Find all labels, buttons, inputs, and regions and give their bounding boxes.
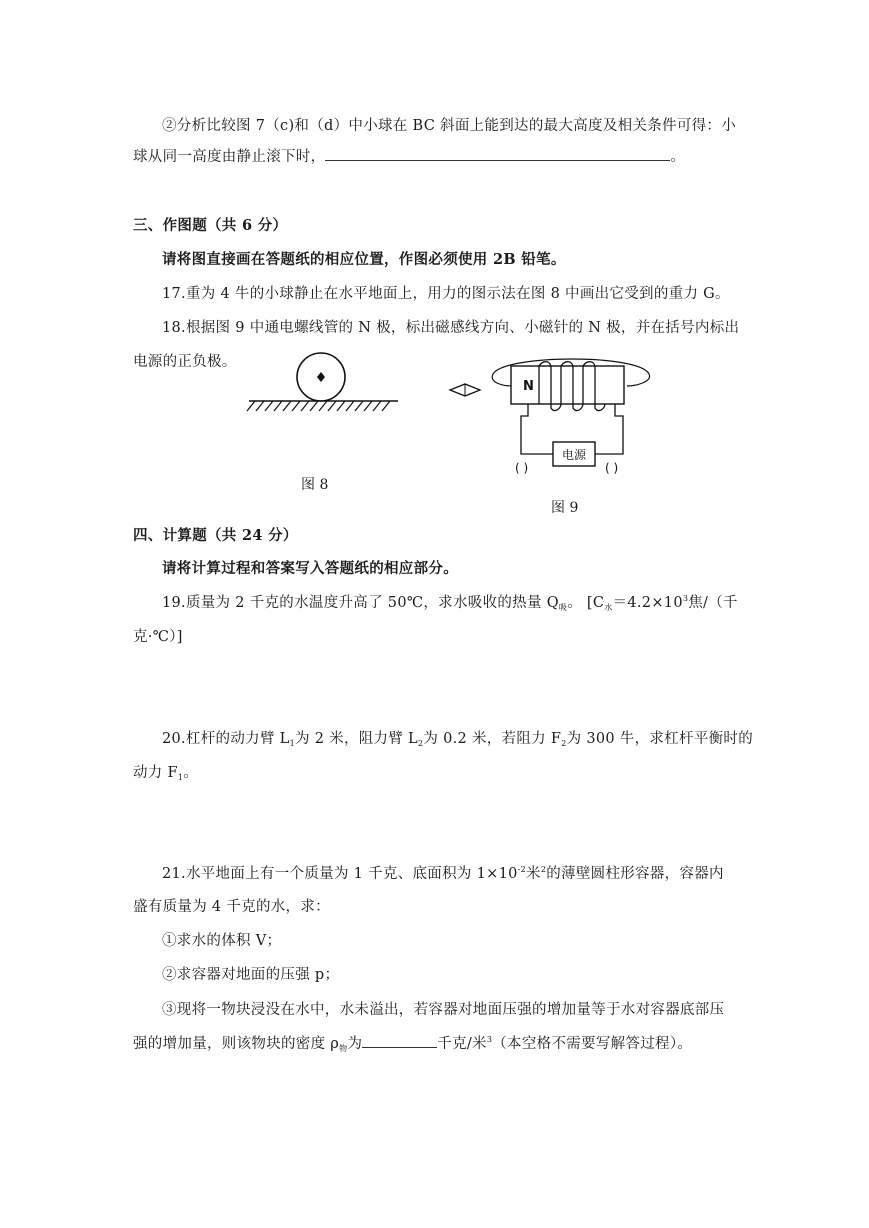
hatch-mark (274, 401, 282, 411)
q21-sup-1: -2 (517, 865, 527, 874)
q20-sub-4: 1 (177, 773, 184, 782)
q21-item4 (133, 1032, 692, 1054)
q17-text: 17.重为 4 牛的小球静止在水平地面上，用力的图示法在图 8 中画出它受到的重力 G。 (162, 286, 730, 302)
hatch-mark (292, 401, 300, 411)
hatch-mark (364, 401, 372, 411)
hatch-mark (346, 401, 354, 411)
ground-hatching (247, 401, 390, 411)
q16-2-line1: ②分析比较图 7（c)和（d）中小球在 BC 斜面上能到达的最大高度及相关条件可得：小 (162, 118, 737, 134)
section4-title: 四、计算题（共 24 分） (133, 527, 298, 544)
q20-line2 (133, 761, 198, 782)
hatch-mark (301, 401, 309, 411)
q20-sub-3: 2 (561, 739, 567, 748)
q19-text-b: 。 [C (567, 595, 605, 611)
q20-text-3: 为 0.2 米，若阻力 F (423, 731, 562, 747)
hatch-mark (328, 401, 336, 411)
q21-unit: 千克/米 (437, 1036, 487, 1052)
figure9-diagram (445, 352, 665, 477)
ball-center-dot (317, 372, 325, 382)
power-source-label: 电源 (561, 448, 587, 462)
hatch-mark (355, 401, 363, 411)
q20-text-4: 为 300 牛，求杠杆平衡时的 (566, 731, 754, 747)
q19-text-c: ＝4.2×10 (612, 595, 683, 611)
q20-text-2: 为 2 米，阻力臂 L (295, 731, 418, 747)
q20-text-1: 20.杠杆的动力臂 L (162, 731, 290, 747)
hatch-mark (337, 401, 345, 411)
q21-text-6: （本空格不需要写解答过程）。 (492, 1036, 693, 1052)
q21-text-4: 强的增加量，则该物块的密度 ρ (133, 1036, 340, 1052)
answer-blank[interactable] (325, 146, 670, 161)
q20-text-6: 。 (183, 765, 199, 781)
q20-text-5: 动力 F (133, 765, 178, 781)
left-pole-bracket[interactable]: ( ) (515, 461, 529, 475)
q21-item2: ②求容器对地面的压强 p； (162, 967, 340, 983)
hatch-mark (256, 401, 264, 411)
q21-text-3: 的薄壁圆柱形容器，容器内 (546, 866, 724, 882)
q21-text-2: 米 (526, 866, 541, 882)
density-answer-blank[interactable] (362, 1033, 437, 1048)
q20-line1 (162, 727, 753, 748)
figure8-diagram (245, 350, 405, 415)
section4-instruction: 请将计算过程和答案写入答题纸的相应部分。 (162, 560, 458, 577)
q16-2-text: 球从同一高度由静止滚下时， (133, 149, 326, 165)
q19-line2: 克·℃）] (133, 629, 183, 645)
section3-title: 三、作图题（共 6 分） (133, 217, 288, 234)
q21-item3: ③现将一物块浸没在水中，水未溢出，若容器对地面压强的增加量等于水对容器底部压 (162, 1002, 725, 1018)
q21-sup-2: 2 (540, 865, 547, 874)
q21-sup-3: 3 (486, 1035, 493, 1044)
q16-2-end: 。 (670, 149, 686, 165)
section3-instruction: 请将图直接画在答题纸的相应位置，作图必须使用 2B 铅笔。 (162, 251, 566, 268)
q21-item1: ①求水的体积 V； (162, 933, 282, 949)
hatch-mark (373, 401, 381, 411)
q19-sup: 3 (682, 594, 689, 603)
q21-line2: 盛有质量为 4 千克的水，求： (133, 899, 330, 915)
figure9-caption: 图 9 (551, 500, 579, 516)
q18-line2: 电源的正负极。 (133, 354, 237, 370)
hatch-mark (265, 401, 273, 411)
q19-line1 (162, 591, 738, 613)
q21-text-1: 21.水平地面上有一个质量为 1 千克、底面积为 1×10 (162, 866, 518, 882)
q19-text: 19.质量为 2 千克的水温度升高了 50℃，求水吸收的热量 Q (162, 595, 559, 611)
q21-sub-object: 物 (339, 1044, 348, 1053)
hatch-mark (382, 401, 390, 411)
field-line-left-tail (492, 374, 513, 386)
hatch-mark (247, 401, 255, 411)
q18-line1: 18.根据图 9 中通电螺线管的 N 极，标出磁感线方向、小磁针的 N 极，并在括号内标出 (162, 320, 740, 336)
hatch-mark (319, 401, 327, 411)
q19-sub-water: 水 (604, 603, 613, 612)
q19-text-d: 焦/（千 (688, 595, 738, 611)
q21-line1 (162, 862, 724, 883)
solenoid-n-pole: N (523, 379, 534, 394)
hatch-mark (283, 401, 291, 411)
q21-text-5: 为 (347, 1036, 363, 1052)
q20-sub-2: 2 (417, 739, 424, 748)
right-pole-bracket[interactable]: ( ) (605, 461, 619, 475)
figure8-caption: 图 8 (301, 477, 329, 493)
q19-sub-absorb: 吸 (558, 603, 568, 612)
hatch-mark (310, 401, 318, 411)
q20-sub-1: 1 (289, 739, 295, 748)
q16-2-line2 (133, 145, 685, 166)
